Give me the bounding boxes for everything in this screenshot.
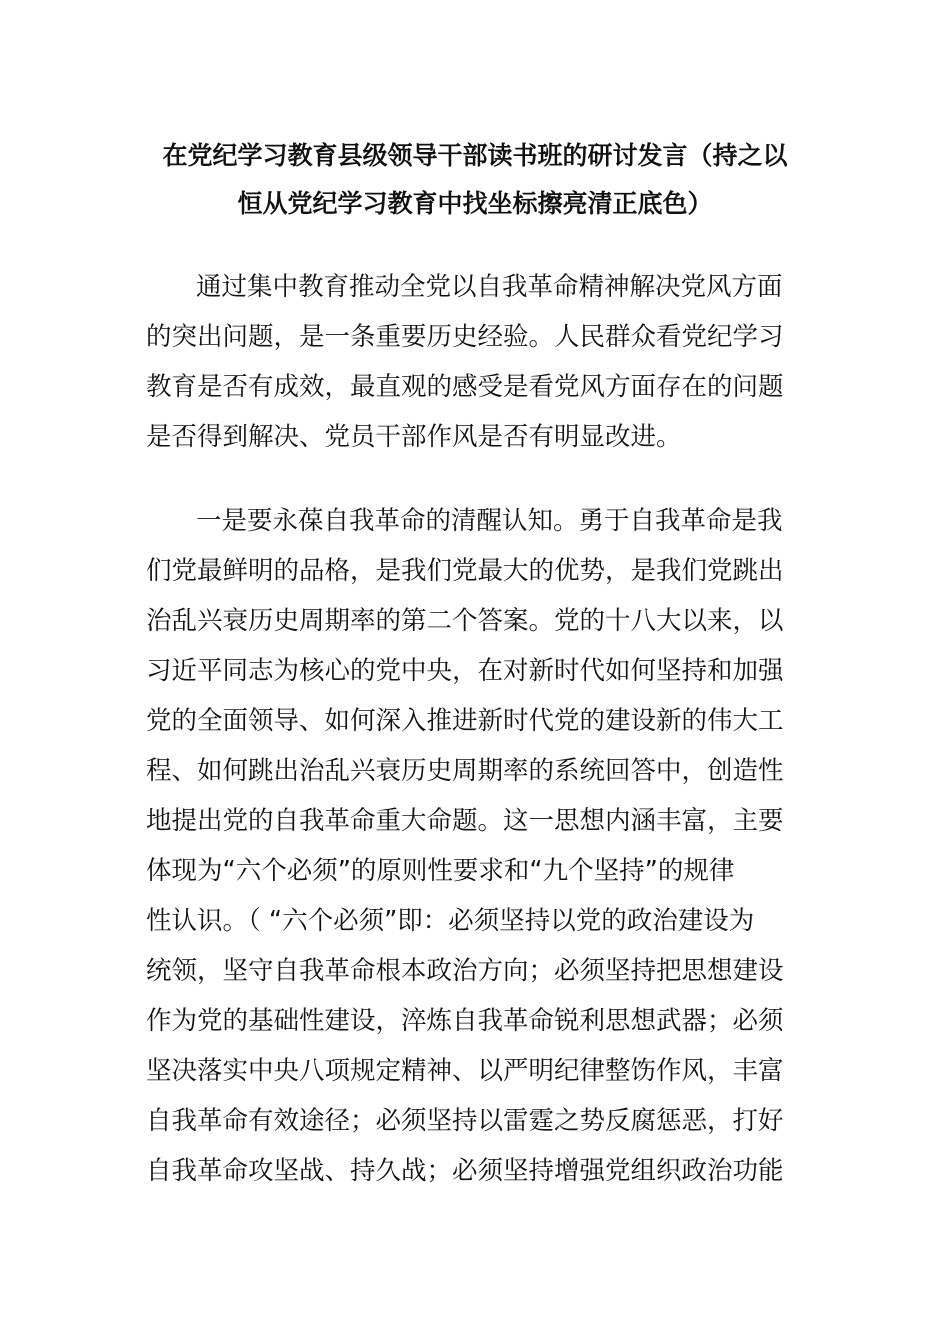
paragraph-line: 习近平同志为核心的党中央，在对新时代如何坚持和加强 — [146, 656, 784, 686]
paragraph-line: 地提出党的自我革命重大命题。这一思想内涵丰富，主要 — [146, 806, 784, 836]
paragraph-line: 统领，坚守自我革命根本政治方向；必须坚持把思想建设 — [146, 956, 784, 986]
paragraph-line: 性认识。（ “六个必须”即：必须坚持以党的政治建设为 — [146, 906, 755, 936]
paragraph-line: 是否得到解决、党员干部作风是否有明显改进。 — [146, 422, 682, 452]
paragraph-intro — [146, 262, 796, 462]
title-line-1: 在党纪学习教育县级领导干部读书班的研讨发言（持之以 — [162, 141, 788, 170]
paragraph-line: 的突出问题，是一条重要历史经验。人民群众看党纪学习 — [146, 322, 784, 352]
paragraph-line: 自我革命攻坚战、持久战；必须坚持增强党组织政治功能 — [146, 1156, 784, 1186]
paragraph-line: 体现为“六个必须”的原则性要求和“九个坚持”的规律 — [146, 856, 735, 886]
paragraph-first-point — [146, 496, 796, 1196]
paragraph-line: 通过集中教育推动全党以自我革命精神解决党风方面 — [196, 272, 783, 302]
paragraph-line: 们党最鲜明的品格，是我们党最大的优势，是我们党跳出 — [146, 556, 784, 586]
paragraph-line: 作为党的基础性建设，淬炼自我革命锐利思想武器；必须 — [146, 1006, 784, 1036]
title-line-2: 恒从党纪学习教育中找坐标擦亮清正底色） — [237, 189, 713, 218]
paragraph-line: 坚决落实中央八项规定精神、以严明纪律整饬作风，丰富 — [146, 1056, 784, 1086]
paragraph-line: 一是要永葆自我革命的清醒认知。勇于自我革命是我 — [196, 506, 783, 536]
document-title — [140, 132, 810, 228]
paragraph-line: 教育是否有成效，最直观的感受是看党风方面存在的问题 — [146, 372, 784, 402]
paragraph-line: 党的全面领导、如何深入推进新时代党的建设新的伟大工 — [146, 706, 784, 736]
paragraph-line: 自我革命有效途径；必须坚持以雷霆之势反腐惩恶，打好 — [146, 1106, 784, 1136]
paragraph-line: 程、如何跳出治乱兴衰历史周期率的系统回答中，创造性 — [146, 756, 784, 786]
paragraph-line: 治乱兴衰历史周期率的第二个答案。党的十八大以来，以 — [146, 606, 784, 636]
